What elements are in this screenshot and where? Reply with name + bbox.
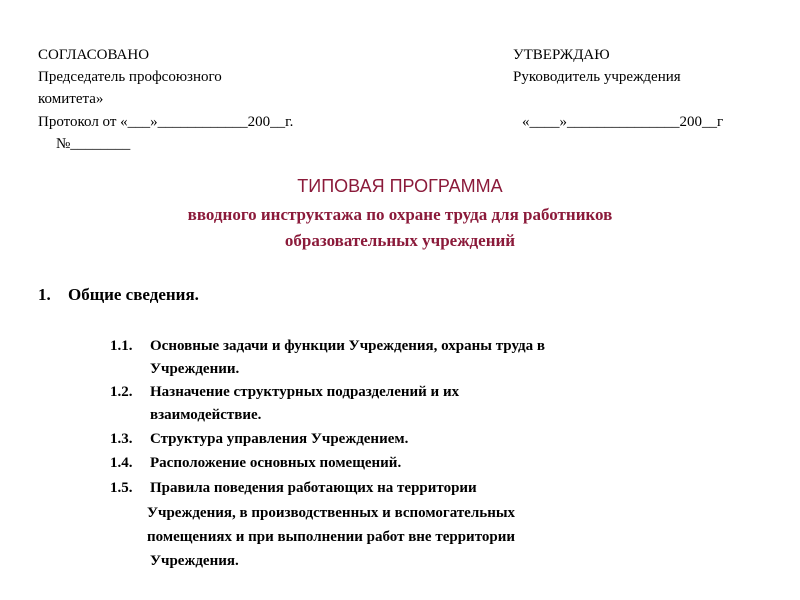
list-item-text: Правила поведения работающих на территории: [150, 480, 477, 496]
approve-date-line: «____»_______________200__г: [522, 114, 724, 130]
protocol-number: №________: [56, 136, 131, 152]
protocol-line: Протокол от «___»____________200__г.: [38, 114, 294, 130]
list-item-number: 1.3.: [110, 431, 133, 447]
list-item-text: Структура управления Учреждением.: [150, 431, 409, 447]
approve-label: УТВЕРЖДАЮ: [513, 47, 610, 63]
director-position: Руководитель учреждения: [513, 69, 681, 85]
list-item-text: Учреждения, в производственных и вспомогательных: [147, 505, 516, 521]
list-item-number: 1.1.: [110, 338, 133, 354]
list-item-text: помещениях и при выполнении работ вне территории: [147, 529, 515, 545]
list-item-text: Учреждении.: [150, 361, 240, 377]
list-item-text: Расположение основных помещений.: [150, 455, 402, 471]
document-subtitle-line1: вводного инструктажа по охране труда для работников: [187, 205, 613, 224]
list-item-number: 1.4.: [110, 455, 133, 471]
chairman-position-cont: комитета»: [38, 91, 104, 107]
list-item-text: взаимодействие.: [150, 407, 262, 423]
list-item-text: Учреждения.: [150, 553, 239, 569]
section-number: 1.: [38, 285, 51, 304]
document-title: ТИПОВАЯ ПРОГРАММА: [297, 176, 503, 196]
section-title: Общие сведения.: [68, 285, 199, 304]
list-item-number: 1.5.: [110, 480, 133, 496]
list-item-number: 1.2.: [110, 384, 133, 400]
chairman-position: Председатель профсоюзного: [38, 69, 222, 85]
document-subtitle-line2: образовательных учреждений: [284, 231, 516, 250]
list-item-text: Назначение структурных подразделений и их: [150, 384, 460, 400]
list-item-text: Основные задачи и функции Учреждения, охраны труда в: [150, 338, 545, 354]
approved-label: СОГЛАСОВАНО: [38, 47, 150, 63]
section-heading: [38, 285, 199, 305]
